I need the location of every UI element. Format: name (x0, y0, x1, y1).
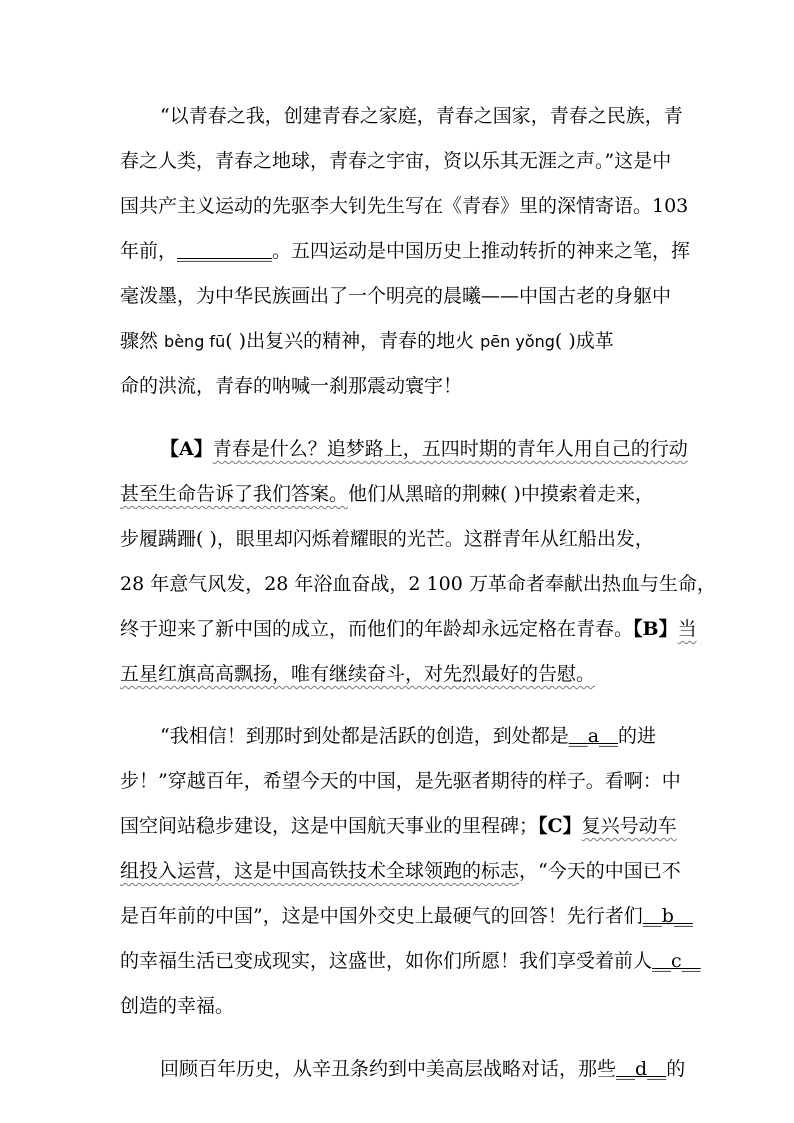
para1-line6-c: ( )成革 (554, 330, 614, 352)
para3-line5-pre: 是百年前的中国”，这是中国外交史上最硬气的回答！先行者们 (120, 905, 643, 927)
para2-line2-post: 他们从黑暗的荆棘( )中摸索着走来， (348, 483, 654, 505)
wavy-sentence-a1: 青春是什么？追梦路上，五四时期的青年人用自己的行动 (212, 438, 688, 460)
wavy-sentence-c1: 复兴号动车 (581, 815, 677, 837)
para3-line3-pre: 国空间站稳步建设，这是中国航天事业的里程碑； (120, 815, 539, 837)
para3-line3 (120, 814, 677, 838)
fill-blank-c: __c__ (652, 950, 701, 972)
para3-line5 (120, 904, 693, 928)
fill-blank-a: __a__ (568, 725, 619, 747)
para4-line1-post: 的 (666, 1058, 686, 1080)
para1-line2: 春之人类，青春之地球，青春之宇宙，资以乐其无涯之声。”这是中 (120, 150, 672, 172)
marker-a: 【A】 (160, 438, 213, 460)
para2-line4: 28 年意气风发，28 年浴血奋战，2 100 万革命者奉献出热血与生命， (120, 573, 716, 595)
para4-line1-pre: 回顾百年历史，从辛丑条约到中美高层战略对话，那些 (160, 1058, 617, 1080)
wavy-sentence-b2: 五星红旗高高飘扬，唯有继续奋斗，对先烈最好的告慰。 (120, 663, 596, 685)
para1-line6-b: ( )出复兴的精神，青春的地火 (225, 330, 481, 352)
para2-line5 (120, 617, 697, 641)
para1-line4-post: 。五四运动是中国历史上推动转折的神来之笔，挥 (272, 240, 691, 262)
para1-line6-a: 骤然 (120, 330, 165, 352)
fill-blank-d: __d__ (616, 1058, 667, 1080)
para3-line1 (160, 724, 656, 748)
wavy-sentence-c2: 组投入运营，这是中国高铁技术全球领跑的标志 (120, 860, 520, 882)
fill-blank-b: __b__ (642, 905, 693, 927)
para2-line5-pre: 终于迎来了新中国的成立，而他们的年龄却永远定格在青春。 (120, 618, 634, 640)
para2-line2 (120, 482, 654, 506)
para2-line3: 步履蹒跚( )，眼里却闪烁着耀眼的光芒。这群青年从红船出发， (120, 528, 654, 550)
para3-line2: 步！”穿越百年，希望今天的中国，是先驱者期待的样子。看啊：中 (120, 770, 681, 792)
para3-line6-text: 的幸福生活已变成现实，这盛世，如你们所愿！我们享受着前人 (120, 950, 653, 972)
para3-line6 (120, 949, 701, 973)
para1-line4-pre: 年前， (120, 240, 178, 262)
pinyin-beng-fu: bèng fū (164, 332, 226, 351)
pinyin-pen-yong: pēn yǒng (480, 332, 555, 351)
para3-line1-pre: “我相信！到那时到处都是活跃的创造，到处都是 (160, 725, 569, 747)
para2-line6 (120, 662, 595, 686)
wavy-sentence-b1: 当 (677, 618, 697, 640)
marker-b: 【B】 (633, 618, 678, 640)
wavy-sentence-a2: 甚至生命告诉了我们答案。 (120, 483, 349, 505)
para3-line4-post: ，“今天的中国已不 (519, 860, 681, 882)
para1-line4 (120, 239, 690, 263)
para4-line1 (160, 1057, 685, 1081)
para1-line1: “以青春之我，创建青春之家庭，青春之国家，青春之民族，青 (160, 105, 683, 127)
para1-line5: 毫泼墨，为中华民族画出了一个明亮的晨曦——中国古老的身躯中 (120, 285, 672, 307)
para1-line6 (120, 329, 614, 354)
fill-blank-1: __________ (177, 240, 273, 262)
para3-line1-post: 的进 (618, 725, 657, 747)
para3-line7: 创造的幸福。 (120, 995, 235, 1017)
para1-line3: 国共产主义运动的先驱李大钊先生写在《青春》里的深情寄语。103 (120, 195, 689, 217)
para3-line4 (120, 859, 681, 883)
marker-c: 【C】 (538, 815, 582, 837)
para2-line1 (160, 437, 688, 461)
para1-line7: 命的洪流，青春的呐喊一刹那震动寰宇！ (120, 375, 463, 397)
